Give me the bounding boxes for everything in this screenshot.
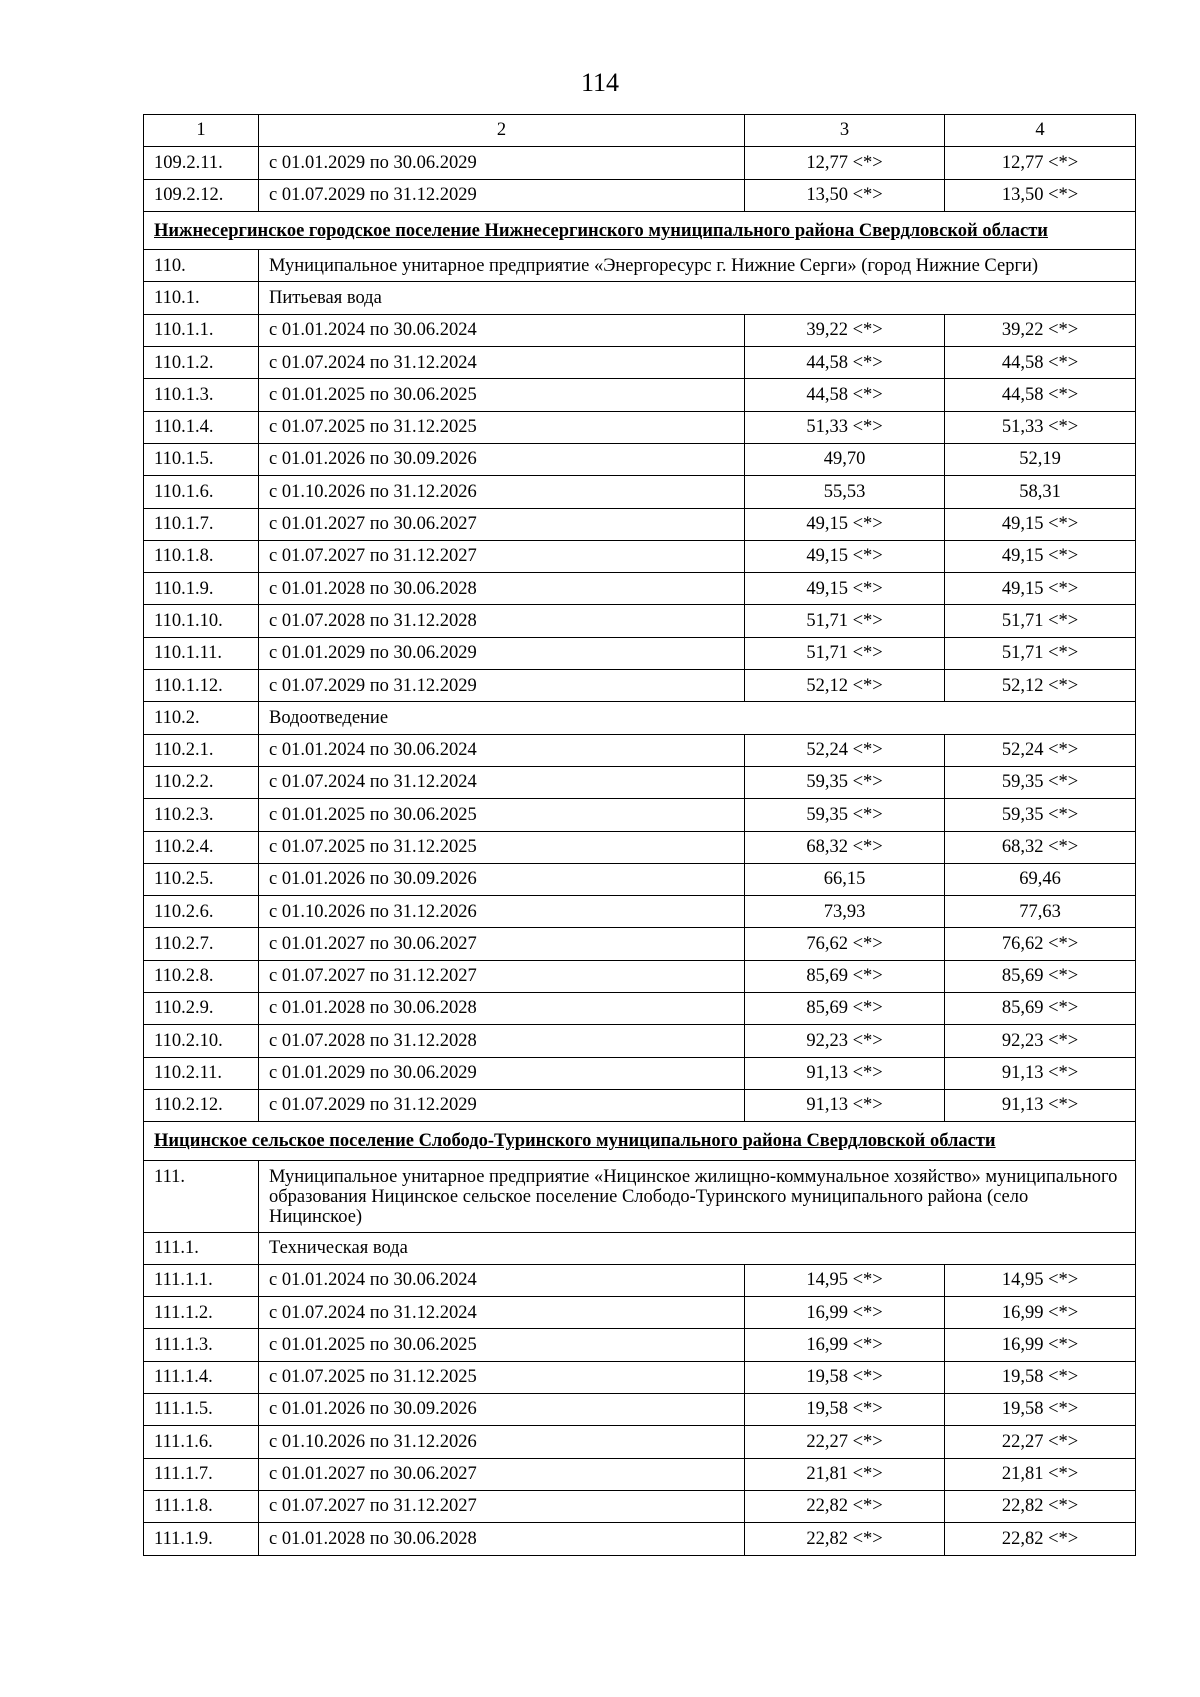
table-row bbox=[144, 573, 1136, 605]
period-cell: с 01.07.2028 по 31.12.2028 bbox=[259, 605, 745, 637]
period-cell: с 01.07.2027 по 31.12.2027 bbox=[259, 540, 745, 572]
tariff-value-col4: 44,58 <*> bbox=[945, 379, 1136, 411]
table-row bbox=[144, 1490, 1136, 1522]
section-heading: Ницинское сельское поселение Слободо-Туринского муниципального района Свердловской области bbox=[144, 1122, 1136, 1160]
period-cell: с 01.07.2024 по 31.12.2024 bbox=[259, 347, 745, 379]
tariff-value-col4: 52,24 <*> bbox=[945, 734, 1136, 766]
row-number: 110.1.2. bbox=[144, 347, 259, 379]
tariff-value-col3: 91,13 <*> bbox=[745, 1057, 945, 1089]
row-number: 111.1.1. bbox=[144, 1264, 259, 1296]
tariff-value-col3: 59,35 <*> bbox=[745, 766, 945, 798]
period-cell: с 01.07.2029 по 31.12.2029 bbox=[259, 1089, 745, 1121]
category-row bbox=[144, 702, 1136, 734]
tariff-value-col3: 16,99 <*> bbox=[745, 1297, 945, 1329]
tariff-value-col4: 39,22 <*> bbox=[945, 314, 1136, 346]
tariff-value-col3: 85,69 <*> bbox=[745, 993, 945, 1025]
row-number: 111.1.6. bbox=[144, 1426, 259, 1458]
table-row bbox=[144, 960, 1136, 992]
table-row bbox=[144, 1394, 1136, 1426]
header-col-2: 2 bbox=[259, 115, 745, 147]
period-cell: с 01.01.2025 по 30.06.2025 bbox=[259, 379, 745, 411]
tariff-value-col3: 22,82 <*> bbox=[745, 1523, 945, 1555]
tariff-value-col4: 21,81 <*> bbox=[945, 1458, 1136, 1490]
category-label: Муниципальное унитарное предприятие «Ницинское жилищно-коммунальное хозяйство» муниципального образования Ницинское сельское поселение Слободо-Туринского муниципального района (село Ницинское) bbox=[259, 1160, 1136, 1232]
page-number: 114 bbox=[580, 68, 620, 97]
tariff-value-col4: 59,35 <*> bbox=[945, 799, 1136, 831]
table-row bbox=[144, 928, 1136, 960]
tariff-value-col4: 91,13 <*> bbox=[945, 1089, 1136, 1121]
period-cell: с 01.07.2025 по 31.12.2025 bbox=[259, 831, 745, 863]
table-row bbox=[144, 1057, 1136, 1089]
tariff-value-col4: 19,58 <*> bbox=[945, 1394, 1136, 1426]
tariff-value-col3: 44,58 <*> bbox=[745, 379, 945, 411]
period-cell: с 01.01.2028 по 30.06.2028 bbox=[259, 993, 745, 1025]
period-cell: с 01.07.2029 по 31.12.2029 bbox=[259, 179, 745, 211]
row-number: 110.1.11. bbox=[144, 637, 259, 669]
table-header-row bbox=[144, 115, 1136, 147]
tariff-value-col4: 19,58 <*> bbox=[945, 1361, 1136, 1393]
table-row bbox=[144, 179, 1136, 211]
tariff-table bbox=[143, 114, 1136, 1556]
row-number: 110.1.8. bbox=[144, 540, 259, 572]
category-label: Техническая вода bbox=[259, 1232, 1136, 1264]
period-cell: с 01.01.2029 по 30.06.2029 bbox=[259, 637, 745, 669]
period-cell: с 01.01.2024 по 30.06.2024 bbox=[259, 1264, 745, 1296]
category-row bbox=[144, 1160, 1136, 1232]
table-row bbox=[144, 508, 1136, 540]
tariff-value-col4: 91,13 <*> bbox=[945, 1057, 1136, 1089]
table-row bbox=[144, 347, 1136, 379]
row-number: 110.1.12. bbox=[144, 670, 259, 702]
tariff-value-col3: 91,13 <*> bbox=[745, 1089, 945, 1121]
tariff-value-col4: 49,15 <*> bbox=[945, 508, 1136, 540]
row-number: 110.2.12. bbox=[144, 1089, 259, 1121]
tariff-value-col3: 21,81 <*> bbox=[745, 1458, 945, 1490]
tariff-value-col3: 49,15 <*> bbox=[745, 573, 945, 605]
table-row bbox=[144, 605, 1136, 637]
table-row bbox=[144, 1361, 1136, 1393]
period-cell: с 01.07.2028 по 31.12.2028 bbox=[259, 1025, 745, 1057]
table-row bbox=[144, 896, 1136, 928]
tariff-value-col3: 22,27 <*> bbox=[745, 1426, 945, 1458]
tariff-value-col4: 16,99 <*> bbox=[945, 1329, 1136, 1361]
tariff-value-col4: 85,69 <*> bbox=[945, 960, 1136, 992]
tariff-value-col3: 14,95 <*> bbox=[745, 1264, 945, 1296]
header-col-1: 1 bbox=[144, 115, 259, 147]
tariff-value-col3: 49,70 bbox=[745, 443, 945, 475]
category-row bbox=[144, 1232, 1136, 1264]
row-number: 110.1.7. bbox=[144, 508, 259, 540]
table-row bbox=[144, 993, 1136, 1025]
row-number: 110.2.2. bbox=[144, 766, 259, 798]
table-row bbox=[144, 766, 1136, 798]
tariff-value-col4: 14,95 <*> bbox=[945, 1264, 1136, 1296]
tariff-value-col3: 12,77 <*> bbox=[745, 147, 945, 179]
row-number: 110.2.5. bbox=[144, 863, 259, 895]
period-cell: с 01.10.2026 по 31.12.2026 bbox=[259, 896, 745, 928]
table-row bbox=[144, 314, 1136, 346]
table-row bbox=[144, 476, 1136, 508]
row-number: 111.1.3. bbox=[144, 1329, 259, 1361]
period-cell: с 01.01.2027 по 30.06.2027 bbox=[259, 1458, 745, 1490]
tariff-value-col4: 76,62 <*> bbox=[945, 928, 1136, 960]
table-row bbox=[144, 1523, 1136, 1555]
row-number: 111.1. bbox=[144, 1232, 259, 1264]
tariff-value-col4: 58,31 bbox=[945, 476, 1136, 508]
tariff-value-col4: 92,23 <*> bbox=[945, 1025, 1136, 1057]
row-number: 110.2.4. bbox=[144, 831, 259, 863]
table-row bbox=[144, 1264, 1136, 1296]
row-number: 111.1.5. bbox=[144, 1394, 259, 1426]
category-label: Муниципальное унитарное предприятие «Энергоресурс г. Нижние Серги» (город Нижние Серги) bbox=[259, 250, 1136, 282]
table-row bbox=[144, 1426, 1136, 1458]
tariff-value-col3: 85,69 <*> bbox=[745, 960, 945, 992]
tariff-value-col4: 49,15 <*> bbox=[945, 540, 1136, 572]
period-cell: с 01.07.2029 по 31.12.2029 bbox=[259, 670, 745, 702]
row-number: 110.2.8. bbox=[144, 960, 259, 992]
period-cell: с 01.07.2025 по 31.12.2025 bbox=[259, 411, 745, 443]
table-row bbox=[144, 831, 1136, 863]
tariff-value-col3: 49,15 <*> bbox=[745, 540, 945, 572]
tariff-value-col4: 51,33 <*> bbox=[945, 411, 1136, 443]
header-col-3: 3 bbox=[745, 115, 945, 147]
tariff-value-col3: 13,50 <*> bbox=[745, 179, 945, 211]
tariff-value-col4: 44,58 <*> bbox=[945, 347, 1136, 379]
tariff-value-col3: 52,12 <*> bbox=[745, 670, 945, 702]
period-cell: с 01.01.2026 по 30.09.2026 bbox=[259, 863, 745, 895]
table-row bbox=[144, 147, 1136, 179]
row-number: 111.1.9. bbox=[144, 1523, 259, 1555]
table-row bbox=[144, 863, 1136, 895]
row-number: 109.2.12. bbox=[144, 179, 259, 211]
period-cell: с 01.01.2029 по 30.06.2029 bbox=[259, 147, 745, 179]
tariff-value-col3: 51,71 <*> bbox=[745, 605, 945, 637]
row-number: 110.2.11. bbox=[144, 1057, 259, 1089]
tariff-value-col4: 69,46 bbox=[945, 863, 1136, 895]
row-number: 110.2. bbox=[144, 702, 259, 734]
category-row bbox=[144, 282, 1136, 314]
tariff-value-col4: 51,71 <*> bbox=[945, 637, 1136, 669]
period-cell: с 01.01.2028 по 30.06.2028 bbox=[259, 573, 745, 605]
row-number: 110.2.10. bbox=[144, 1025, 259, 1057]
tariff-value-col4: 85,69 <*> bbox=[945, 993, 1136, 1025]
row-number: 110.1.1. bbox=[144, 314, 259, 346]
table-row bbox=[144, 443, 1136, 475]
table-row bbox=[144, 1329, 1136, 1361]
row-number: 111.1.4. bbox=[144, 1361, 259, 1393]
category-label: Питьевая вода bbox=[259, 282, 1136, 314]
period-cell: с 01.01.2027 по 30.06.2027 bbox=[259, 928, 745, 960]
period-cell: с 01.10.2026 по 31.12.2026 bbox=[259, 1426, 745, 1458]
tariff-value-col3: 73,93 bbox=[745, 896, 945, 928]
period-cell: с 01.01.2024 по 30.06.2024 bbox=[259, 314, 745, 346]
category-label: Водоотведение bbox=[259, 702, 1136, 734]
row-number: 110. bbox=[144, 250, 259, 282]
row-number: 111.1.8. bbox=[144, 1490, 259, 1522]
tariff-value-col4: 16,99 <*> bbox=[945, 1297, 1136, 1329]
table-row bbox=[144, 637, 1136, 669]
tariff-value-col4: 22,82 <*> bbox=[945, 1523, 1136, 1555]
period-cell: с 01.07.2027 по 31.12.2027 bbox=[259, 960, 745, 992]
period-cell: с 01.07.2027 по 31.12.2027 bbox=[259, 1490, 745, 1522]
row-number: 110.1.5. bbox=[144, 443, 259, 475]
row-number: 110.1.3. bbox=[144, 379, 259, 411]
tariff-value-col4: 22,82 <*> bbox=[945, 1490, 1136, 1522]
row-number: 111.1.7. bbox=[144, 1458, 259, 1490]
section-heading-row bbox=[144, 211, 1136, 249]
period-cell: с 01.10.2026 по 31.12.2026 bbox=[259, 476, 745, 508]
row-number: 110.2.3. bbox=[144, 799, 259, 831]
tariff-value-col4: 12,77 <*> bbox=[945, 147, 1136, 179]
period-cell: с 01.01.2027 по 30.06.2027 bbox=[259, 508, 745, 540]
row-number: 110.2.1. bbox=[144, 734, 259, 766]
tariff-value-col4: 52,12 <*> bbox=[945, 670, 1136, 702]
period-cell: с 01.01.2029 по 30.06.2029 bbox=[259, 1057, 745, 1089]
tariff-value-col3: 49,15 <*> bbox=[745, 508, 945, 540]
tariff-value-col4: 49,15 <*> bbox=[945, 573, 1136, 605]
row-number: 110.1.6. bbox=[144, 476, 259, 508]
tariff-value-col3: 51,71 <*> bbox=[745, 637, 945, 669]
period-cell: с 01.07.2025 по 31.12.2025 bbox=[259, 1361, 745, 1393]
tariff-value-col3: 16,99 <*> bbox=[745, 1329, 945, 1361]
tariff-value-col4: 77,63 bbox=[945, 896, 1136, 928]
row-number: 110.1.9. bbox=[144, 573, 259, 605]
table-row bbox=[144, 799, 1136, 831]
row-number: 110.2.7. bbox=[144, 928, 259, 960]
tariff-value-col4: 52,19 bbox=[945, 443, 1136, 475]
period-cell: с 01.01.2028 по 30.06.2028 bbox=[259, 1523, 745, 1555]
header-col-4: 4 bbox=[945, 115, 1136, 147]
tariff-value-col3: 39,22 <*> bbox=[745, 314, 945, 346]
period-cell: с 01.07.2024 по 31.12.2024 bbox=[259, 766, 745, 798]
tariff-value-col3: 19,58 <*> bbox=[745, 1361, 945, 1393]
row-number: 110.1.4. bbox=[144, 411, 259, 443]
tariff-value-col4: 68,32 <*> bbox=[945, 831, 1136, 863]
tariff-value-col3: 59,35 <*> bbox=[745, 799, 945, 831]
tariff-value-col3: 44,58 <*> bbox=[745, 347, 945, 379]
category-row bbox=[144, 250, 1136, 282]
table-row bbox=[144, 379, 1136, 411]
tariff-value-col3: 66,15 bbox=[745, 863, 945, 895]
row-number: 110.2.6. bbox=[144, 896, 259, 928]
tariff-value-col3: 22,82 <*> bbox=[745, 1490, 945, 1522]
tariff-value-col4: 13,50 <*> bbox=[945, 179, 1136, 211]
table-row bbox=[144, 1458, 1136, 1490]
table-row bbox=[144, 1025, 1136, 1057]
tariff-value-col3: 76,62 <*> bbox=[745, 928, 945, 960]
row-number: 110.2.9. bbox=[144, 993, 259, 1025]
table-row bbox=[144, 670, 1136, 702]
row-number: 110.1.10. bbox=[144, 605, 259, 637]
tariff-value-col3: 51,33 <*> bbox=[745, 411, 945, 443]
period-cell: с 01.01.2026 по 30.09.2026 bbox=[259, 1394, 745, 1426]
table-row bbox=[144, 734, 1136, 766]
row-number: 111. bbox=[144, 1160, 259, 1232]
period-cell: с 01.01.2025 по 30.06.2025 bbox=[259, 1329, 745, 1361]
period-cell: с 01.07.2024 по 31.12.2024 bbox=[259, 1297, 745, 1329]
tariff-value-col3: 52,24 <*> bbox=[745, 734, 945, 766]
tariff-value-col3: 92,23 <*> bbox=[745, 1025, 945, 1057]
row-number: 111.1.2. bbox=[144, 1297, 259, 1329]
table-row bbox=[144, 1089, 1136, 1121]
tariff-value-col4: 59,35 <*> bbox=[945, 766, 1136, 798]
tariff-value-col3: 19,58 <*> bbox=[745, 1394, 945, 1426]
period-cell: с 01.01.2026 по 30.09.2026 bbox=[259, 443, 745, 475]
table-row bbox=[144, 540, 1136, 572]
tariff-value-col3: 68,32 <*> bbox=[745, 831, 945, 863]
row-number: 110.1. bbox=[144, 282, 259, 314]
period-cell: с 01.01.2024 по 30.06.2024 bbox=[259, 734, 745, 766]
table-row bbox=[144, 1297, 1136, 1329]
section-heading: Нижнесергинское городское поселение Нижнесергинского муниципального района Свердловской области bbox=[144, 211, 1136, 249]
tariff-value-col3: 55,53 bbox=[745, 476, 945, 508]
period-cell: с 01.01.2025 по 30.06.2025 bbox=[259, 799, 745, 831]
section-heading-row bbox=[144, 1122, 1136, 1160]
row-number: 109.2.11. bbox=[144, 147, 259, 179]
table-row bbox=[144, 411, 1136, 443]
tariff-table-body bbox=[144, 115, 1136, 1556]
tariff-value-col4: 22,27 <*> bbox=[945, 1426, 1136, 1458]
tariff-value-col4: 51,71 <*> bbox=[945, 605, 1136, 637]
